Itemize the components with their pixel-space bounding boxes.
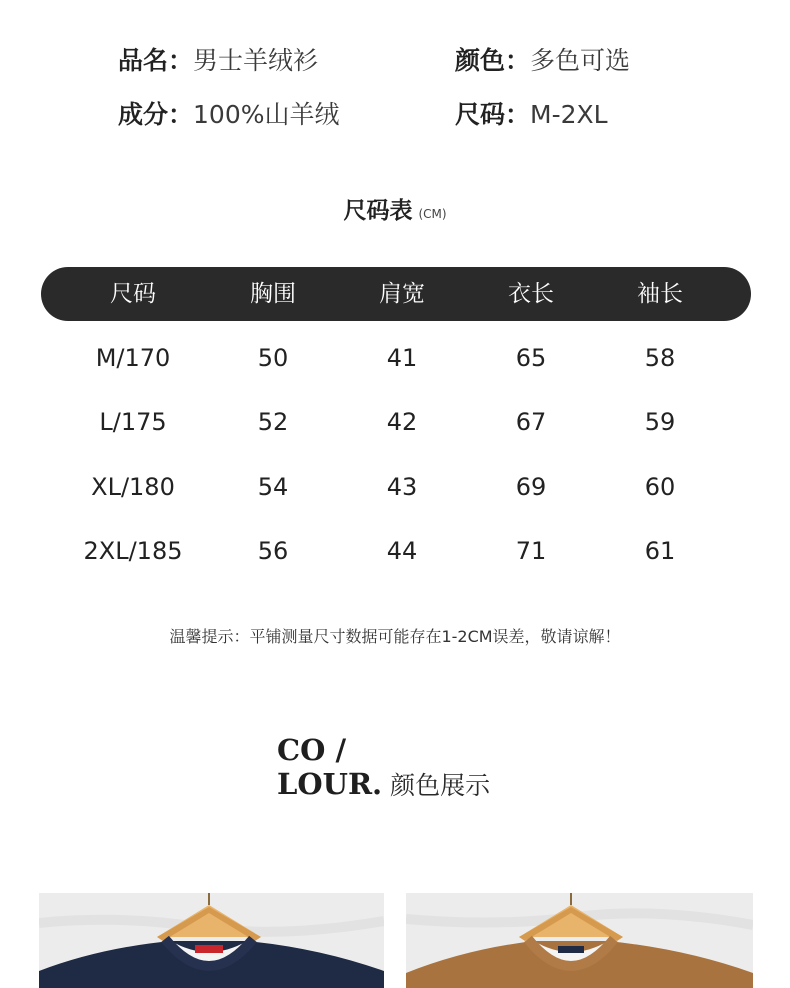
table-cell: 56 (257, 537, 289, 565)
header-size: 尺码 (110, 281, 156, 307)
table-cell: 71 (515, 537, 547, 565)
spec-value: 多色可选 (530, 46, 631, 75)
table-cell: 43 (386, 473, 418, 501)
size-chart-title (0, 192, 790, 225)
navy-sweater-photo (39, 893, 384, 988)
table-cell: L/175 (99, 408, 167, 436)
header-shoulder: 肩宽 (379, 281, 425, 307)
colour-section-heading (277, 733, 490, 803)
camel-sweater-photo (406, 893, 753, 988)
table-row (0, 338, 790, 378)
navy-sweater-image (39, 893, 384, 988)
table-row (0, 531, 790, 571)
table-cell: 67 (515, 408, 547, 436)
size-chart-unit: (CM) (418, 207, 447, 221)
table-cell: 65 (515, 344, 547, 372)
size-table-header (41, 267, 751, 321)
spec-key: 品名： (118, 46, 194, 75)
table-cell: 69 (515, 473, 547, 501)
spec-key: 颜色： (455, 46, 531, 75)
spec-value: M-2XL (530, 100, 608, 129)
spec-name (118, 41, 318, 81)
table-row (0, 402, 790, 442)
measurement-notice: 温馨提示：平铺测量尺寸数据可能存在1-2CM误差，敬请谅解！ (169, 627, 621, 646)
spec-row-2 (0, 95, 790, 135)
table-cell: 59 (644, 408, 676, 436)
table-cell: 2XL/185 (83, 537, 183, 565)
spec-key: 成分： (118, 100, 194, 129)
table-cell: 61 (644, 537, 676, 565)
spec-color (455, 41, 630, 81)
spec-row-1 (0, 41, 790, 81)
table-cell: 54 (257, 473, 289, 501)
colour-heading-cn: 颜色展示 (390, 771, 491, 800)
camel-sweater-image (406, 893, 753, 988)
colour-heading-line1: CO / (277, 733, 347, 767)
spec-key: 尺码： (455, 100, 531, 129)
size-chart-heading: 尺码表 (343, 198, 413, 224)
colour-heading-line2 (277, 767, 490, 803)
spec-size (455, 95, 608, 135)
table-cell: 52 (257, 408, 289, 436)
header-chest: 胸围 (250, 281, 296, 307)
table-cell: 58 (644, 344, 676, 372)
header-sleeve: 袖长 (637, 281, 683, 307)
table-cell: 50 (257, 344, 289, 372)
table-row (0, 467, 790, 507)
table-cell: M/170 (95, 344, 171, 372)
table-cell: 42 (386, 408, 418, 436)
table-cell: 44 (386, 537, 418, 565)
table-cell: 60 (644, 473, 676, 501)
spec-value: 100%山羊绒 (193, 100, 340, 129)
header-length: 衣长 (508, 281, 554, 307)
spec-value: 男士羊绒衫 (193, 46, 319, 75)
table-cell: 41 (386, 344, 418, 372)
colour-heading-en: LOUR. (277, 767, 383, 801)
table-cell: XL/180 (91, 473, 175, 501)
spec-material (118, 95, 340, 135)
